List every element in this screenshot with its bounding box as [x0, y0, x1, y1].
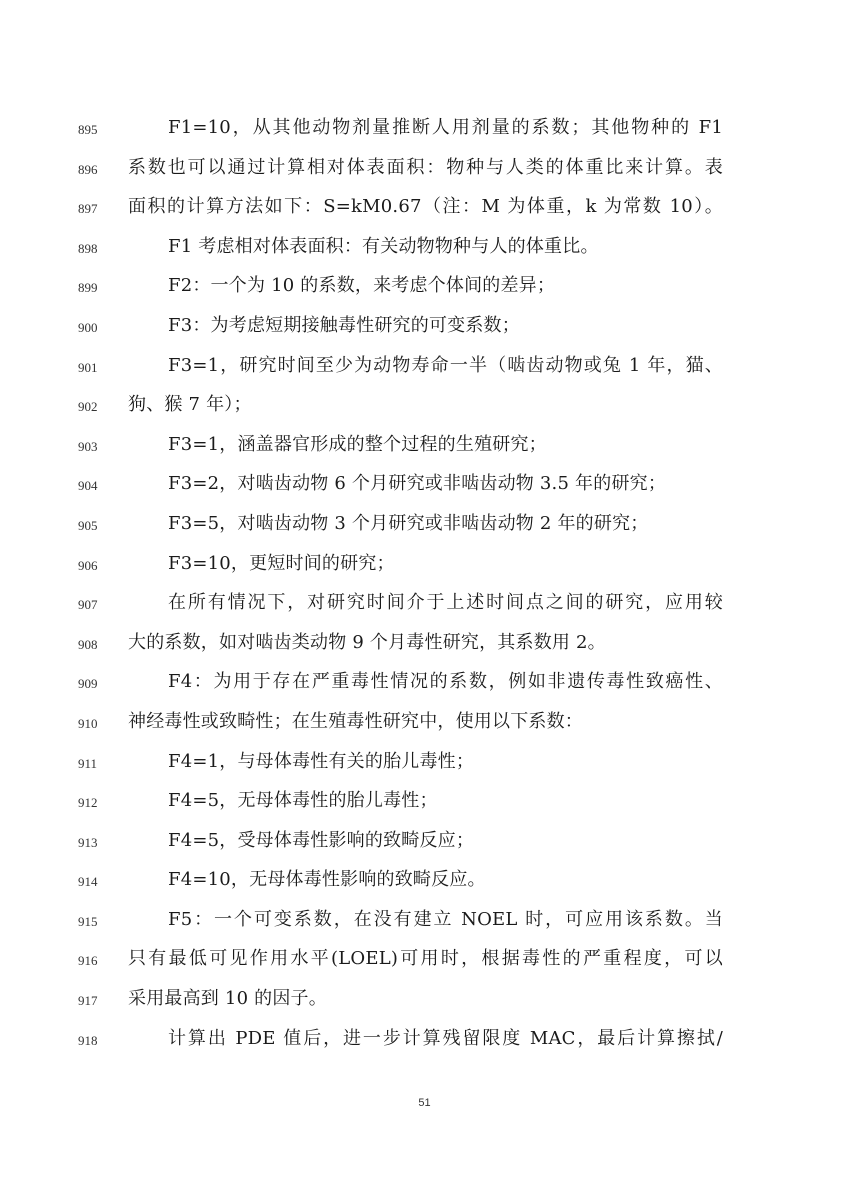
text-line	[0, 1021, 849, 1061]
line-number: 901	[78, 359, 98, 375]
line-text: F4=10，无母体毒性影响的致畸反应。	[168, 869, 486, 891]
line-number: 897	[78, 201, 98, 217]
text-line	[0, 902, 849, 942]
line-text: F3：为考虑短期接触毒性研究的可变系数；	[168, 314, 520, 336]
text-line	[0, 110, 849, 150]
line-number: 907	[78, 597, 98, 613]
line-text: 大的系数，如对啮齿类动物 9 个月毒性研究，其系数用 2。	[128, 631, 606, 653]
line-number: 912	[78, 795, 98, 811]
line-text: F3=2，对啮齿动物 6 个月研究或非啮齿动物 3.5 年的研究；	[168, 473, 667, 495]
text-line	[0, 348, 849, 388]
text-line	[0, 229, 849, 269]
line-text: 系数也可以通过计算相对体表面积：物种与人类的体重比来计算。表	[128, 156, 723, 178]
text-line	[0, 704, 849, 744]
line-text: 在所有情况下，对研究时间介于上述时间点之间的研究，应用较	[168, 592, 723, 614]
line-text: F3=1，研究时间至少为动物寿命一半（啮齿动物或兔 1 年，猫、	[168, 354, 723, 376]
line-text: F2：一个为 10 的系数，来考虑个体间的差异；	[168, 275, 556, 297]
line-text: F4=5，无母体毒性的胎儿毒性；	[168, 790, 438, 812]
line-number: 911	[78, 755, 98, 771]
line-text: 狗、猴 7 年）；	[128, 394, 252, 416]
line-text: F4：为用于存在严重毒性情况的系数，例如非遗传毒性致癌性、	[168, 671, 723, 693]
line-text: 面积的计算方法如下：S=kM0.67（注：M 为体重，k 为常数 10）。	[128, 196, 723, 218]
line-number: 916	[78, 953, 98, 969]
line-text: 神经毒性或致畸性；在生殖毒性研究中，使用以下系数：	[128, 710, 583, 732]
text-line	[0, 387, 849, 427]
page-number: 51	[418, 1097, 431, 1109]
text-line	[0, 783, 849, 823]
line-number: 900	[78, 319, 98, 335]
text-line	[0, 585, 849, 625]
text-line	[0, 308, 849, 348]
body-text	[0, 110, 849, 1060]
line-number: 910	[78, 715, 98, 731]
line-text: 计算出 PDE 值后，进一步计算残留限度 MAC，最后计算擦拭/	[168, 1027, 723, 1049]
line-text: 只有最低可见作用水平(LOEL)可用时，根据毒性的严重程度，可以	[128, 948, 723, 970]
line-text: F3=1，涵盖器官形成的整个过程的生殖研究；	[168, 433, 547, 455]
text-line	[0, 664, 849, 704]
line-number: 909	[78, 676, 98, 692]
line-text: F4=5，受母体毒性影响的致畸反应；	[168, 829, 475, 851]
text-line	[0, 981, 849, 1021]
line-number: 895	[78, 122, 98, 137]
line-number: 913	[78, 834, 98, 850]
line-text: 采用最高到 10 的因子。	[128, 988, 327, 1010]
text-line	[0, 744, 849, 784]
text-line	[0, 466, 849, 506]
text-line	[0, 625, 849, 665]
line-number: 915	[78, 913, 98, 929]
line-text: F1 考虑相对体表面积：有关动物物种与人的体重比。	[168, 235, 599, 257]
line-number: 905	[78, 517, 98, 533]
line-number: 902	[78, 399, 98, 415]
line-number: 917	[78, 993, 98, 1009]
line-text: F1=10，从其他动物剂量推断人用剂量的系数；其他物种的 F1	[168, 117, 723, 138]
line-number: 896	[78, 161, 98, 177]
line-number: 904	[78, 478, 98, 494]
line-number: 906	[78, 557, 98, 573]
line-text: F4=1，与母体毒性有关的胎儿毒性；	[168, 750, 475, 772]
text-line	[0, 546, 849, 586]
line-number: 898	[78, 240, 98, 256]
line-text: F3=10，更短时间的研究；	[168, 552, 395, 574]
text-line	[0, 150, 849, 190]
text-line	[0, 427, 849, 467]
line-text: F3=5，对啮齿动物 3 个月研究或非啮齿动物 2 年的研究；	[168, 512, 649, 534]
line-number: 914	[78, 874, 98, 890]
line-text: F5：一个可变系数，在没有建立 NOEL 时，可应用该系数。当	[168, 908, 723, 930]
text-line	[0, 941, 849, 981]
text-line	[0, 189, 849, 229]
text-line	[0, 268, 849, 308]
line-number: 918	[78, 1032, 98, 1048]
line-number: 903	[78, 438, 98, 454]
text-line	[0, 506, 849, 546]
line-number: 899	[78, 280, 98, 296]
line-number: 908	[78, 636, 98, 652]
text-line	[0, 862, 849, 902]
text-line	[0, 823, 849, 863]
